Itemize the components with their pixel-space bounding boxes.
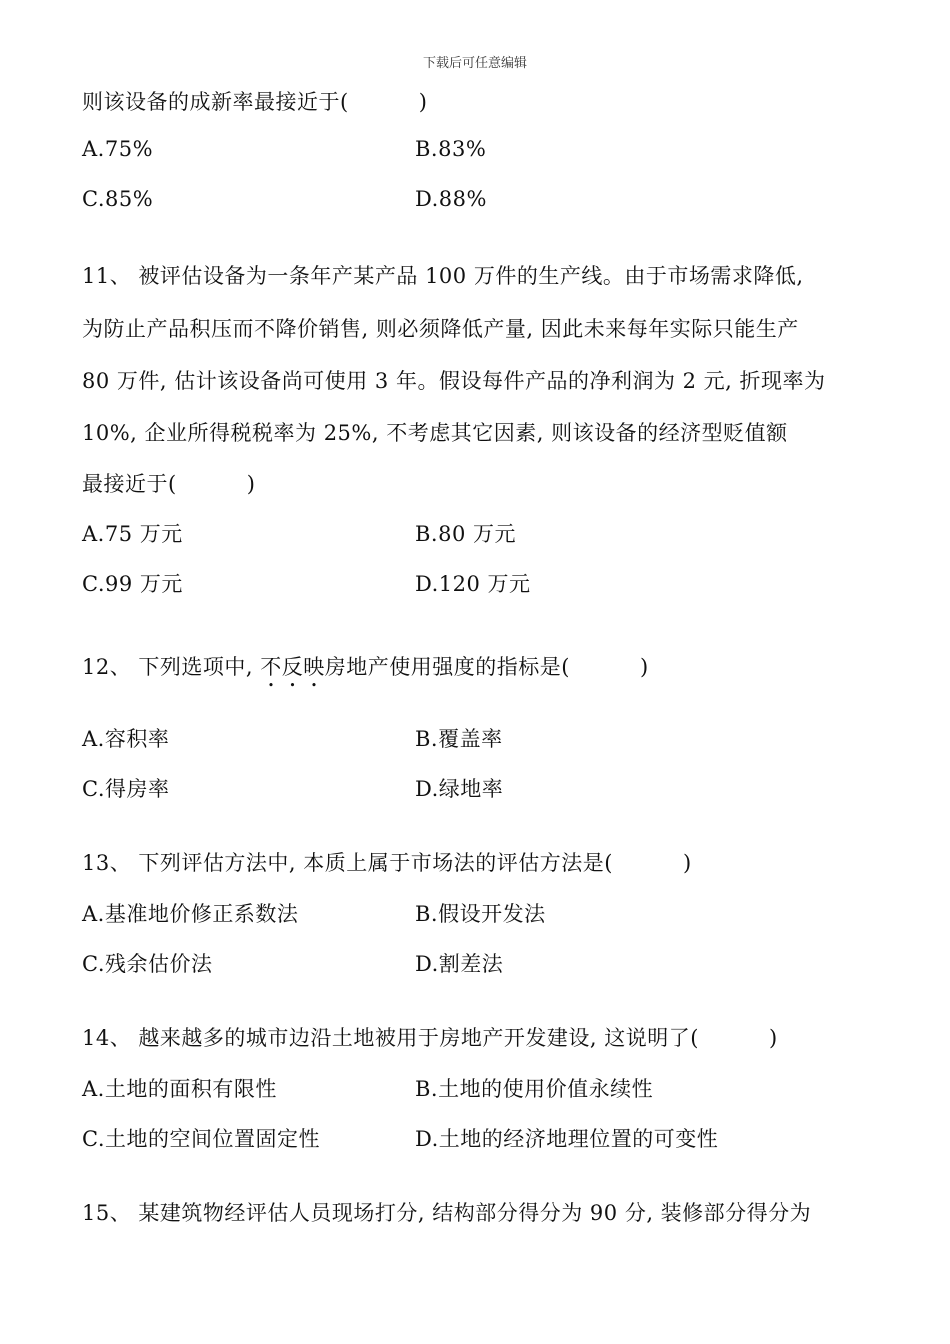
question-11-line-4: 10%, 企业所得税税率为 25%, 不考虑其它因素, 则该设备的经济型贬值额	[82, 421, 788, 445]
q10-option-a: A.75%	[82, 137, 154, 161]
q11-option-d: D.120 万元	[415, 572, 531, 596]
q10-option-c: C.85%	[82, 187, 154, 211]
q14-option-b: B.土地的使用价值永续性	[415, 1077, 654, 1101]
question-13-close: )	[682, 851, 692, 875]
q14-option-c: C.土地的空间位置固定性	[82, 1127, 320, 1151]
question-11-close: )	[246, 472, 256, 496]
question-12-suffix: 房地产使用强度的指标是(	[324, 655, 570, 679]
page-header: 下载后可任意编辑	[422, 56, 527, 71]
question-11-line-3: 80 万件, 估计该设备尚可使用 3 年。假设每件产品的净利润为 2 元, 折现率为	[82, 369, 826, 393]
question-11-last-text: 最接近于(	[82, 472, 177, 496]
question-11-line-1: 11、 被评估设备为一条年产某产品 100 万件的生产线。由于市场需求降低,	[82, 264, 804, 288]
q13-option-c: C.残余估价法	[82, 952, 213, 976]
q12-option-a: A.容积率	[82, 727, 170, 751]
q10-option-d: D.88%	[415, 187, 487, 211]
question-12-emphasis: 不反映	[260, 655, 325, 679]
question-14-close: )	[768, 1026, 778, 1050]
q13-option-d: D.割差法	[415, 952, 504, 976]
question-10-text: 则该设备的成新率最接近于(	[82, 90, 349, 114]
q13-option-b: B.假设开发法	[415, 902, 546, 926]
q14-option-a: A.土地的面积有限性	[82, 1077, 277, 1101]
question-12-close: )	[639, 655, 649, 679]
q14-option-d: D.土地的经济地理位置的可变性	[415, 1127, 719, 1151]
question-11-line-2: 为防止产品积压而不降价销售, 则必须降低产量, 因此未来每年实际只能生产	[82, 317, 799, 341]
q13-option-a: A.基准地价修正系数法	[82, 902, 299, 926]
question-10-stem	[82, 86, 427, 116]
q12-option-d: D.绿地率	[415, 777, 504, 801]
question-13-text: 13、 下列评估方法中, 本质上属于市场法的评估方法是(	[82, 851, 613, 875]
q12-option-b: B.覆盖率	[415, 727, 503, 751]
question-15-stem: 15、 某建筑物经评估人员现场打分, 结构部分得分为 90 分, 装修部分得分为	[82, 1201, 812, 1225]
question-14-stem	[82, 1022, 778, 1052]
question-10-close: )	[418, 90, 428, 114]
question-12-stem	[82, 651, 649, 692]
question-12-prefix: 12、 下列选项中,	[82, 655, 261, 679]
q11-option-b: B.80 万元	[415, 522, 517, 546]
question-13-stem	[82, 847, 692, 877]
q10-option-b: B.83%	[415, 137, 487, 161]
question-14-text: 14、 越来越多的城市边沿土地被用于房地产开发建设, 这说明了(	[82, 1026, 699, 1050]
question-11-line-5	[82, 468, 255, 498]
q11-option-a: A.75 万元	[82, 522, 183, 546]
q11-option-c: C.99 万元	[82, 572, 183, 596]
q12-option-c: C.得房率	[82, 777, 170, 801]
